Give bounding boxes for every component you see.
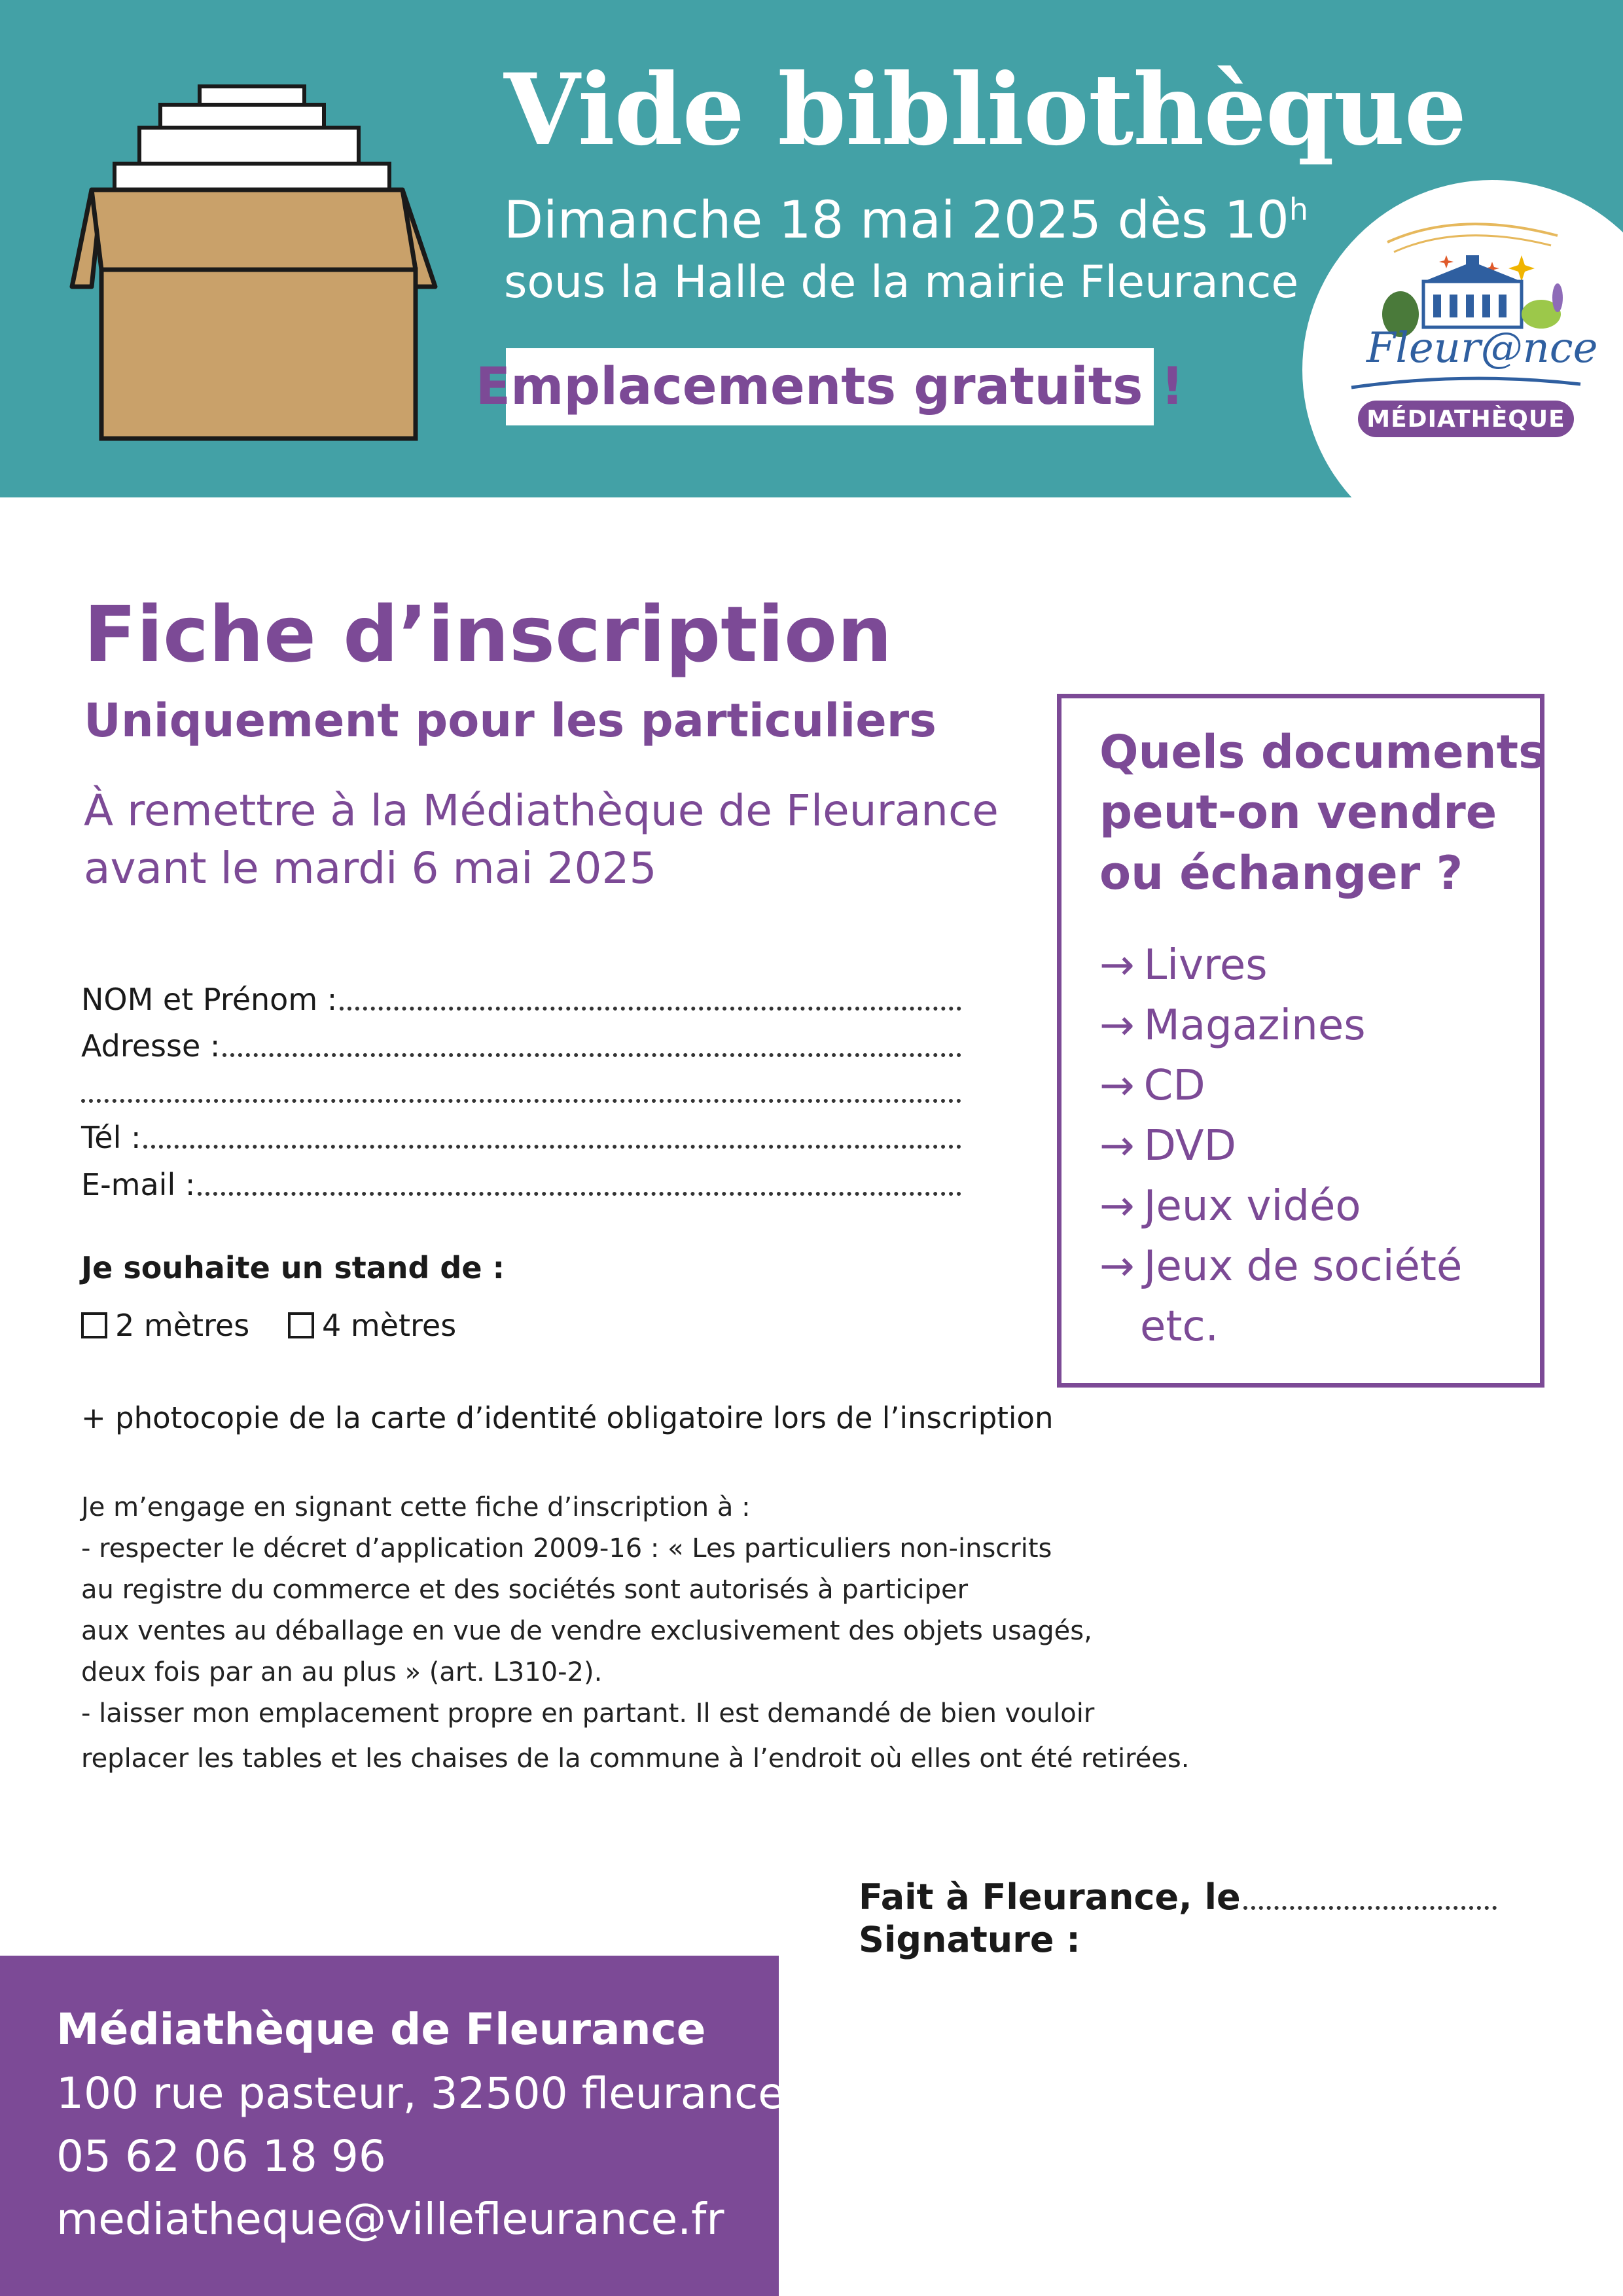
address-field-line-2[interactable] [81, 1099, 961, 1103]
document-item-etc: etc. [1140, 1302, 1219, 1351]
stand-size-label: Je souhaite un stand de : [81, 1250, 505, 1285]
documents-question: ou échanger ? [1099, 846, 1463, 900]
town-hall-logo-icon [1361, 216, 1584, 340]
document-item-magazines: → Magazines [1099, 1001, 1366, 1050]
arrow-right-icon: → [1099, 941, 1135, 990]
event-date: Dimanche 18 mai 2025 dès 10$^h$ [504, 191, 1308, 250]
engagement-line: replacer les tables et les chaises de la commune à l’endroit où elles ont été retirées. [81, 1744, 1190, 1774]
document-item-cd: → CD [1099, 1062, 1205, 1110]
document-item-dvd: → DVD [1099, 1122, 1236, 1170]
engagement-line: au registre du commerce et des sociétés sont autorisés à participer [81, 1575, 969, 1605]
signature-date-line[interactable] [1243, 1906, 1497, 1910]
logo-script-text: Fleur@nce [1366, 324, 1598, 372]
arrow-right-icon: → [1099, 1062, 1135, 1110]
address-field[interactable] [81, 1018, 961, 1064]
stand-option-4m-label: 4 mètres [322, 1308, 457, 1343]
form-title: Fiche d’inscription [84, 589, 893, 679]
signature-label: Signature : [859, 1919, 1080, 1960]
arrow-right-icon: → [1099, 1122, 1135, 1170]
document-item-livres: → Livres [1099, 941, 1268, 990]
checkbox-4m[interactable] [288, 1312, 314, 1338]
logo-mediatheque-badge: MÉDIATHÈQUE [1358, 401, 1574, 437]
engagement-line: - respecter le décret d’application 2009-16 : « Les particuliers non-inscrits [81, 1534, 1052, 1564]
email-field[interactable] [81, 1157, 961, 1202]
footer-address: 100 rue pasteur, 32500 fleurance [56, 2068, 785, 2119]
checkbox-2m[interactable] [81, 1312, 107, 1338]
arrow-right-icon: → [1099, 1242, 1135, 1291]
phone-field-line[interactable] [143, 1145, 961, 1149]
document-item-jeux-video: → Jeux vidéo [1099, 1182, 1361, 1230]
signature-place-label: Fait à Fleurance, le [859, 1876, 1241, 1918]
event-place: sous la Halle de la mairie Fleurance [504, 257, 1299, 308]
name-field-line[interactable] [340, 1007, 961, 1011]
stand-option-2m[interactable] [81, 1306, 249, 1345]
arrow-right-icon: → [1099, 1182, 1135, 1230]
name-field[interactable] [81, 971, 961, 1017]
arrow-right-icon: → [1099, 1001, 1135, 1050]
email-field-label: E-mail : [81, 1167, 196, 1202]
book-box-illustration [62, 79, 442, 445]
deliver-instruction-line2: avant le mardi 6 mai 2025 [84, 843, 657, 893]
engagement-line: Je m’engage en signant cette fiche d’inscription à : [81, 1492, 751, 1522]
phone-field[interactable] [81, 1109, 961, 1155]
documents-question: peut-on vendre [1099, 785, 1497, 839]
engagement-line: - laisser mon emplacement propre en partant. Il est demandé de bien vouloir [81, 1698, 1095, 1729]
email-field-line[interactable] [198, 1192, 961, 1196]
footer-library-name: Médiathèque de Fleurance [56, 2004, 706, 2054]
signature-place-date[interactable] [859, 1865, 1497, 1918]
documents-question: Quels documents [1099, 725, 1546, 779]
name-field-label: NOM et Prénom : [81, 982, 338, 1017]
engagement-line: aux ventes au déballage en vue de vendre exclusivement des objets usagés, [81, 1616, 1092, 1646]
footer-email: mediatheque@villefleurance.fr [56, 2194, 724, 2244]
address-field-label: Adresse : [81, 1028, 221, 1064]
deliver-instruction-line1: À remettre à la Médiathèque de Fleurance [84, 785, 999, 836]
address-field-continuation[interactable] [81, 1064, 961, 1109]
logo-swoosh-icon [1348, 374, 1584, 394]
phone-field-label: Tél : [81, 1120, 141, 1155]
engagement-line: deux fois par an au plus » (art. L310-2). [81, 1657, 603, 1687]
free-spaces-badge: Emplacements gratuits ! [506, 348, 1154, 425]
address-field-line[interactable] [223, 1053, 961, 1057]
form-subtitle: Uniquement pour les particuliers [84, 694, 936, 747]
id-copy-note: + photocopie de la carte d’identité obligatoire lors de l’inscription [81, 1401, 1054, 1435]
stand-option-2m-label: 2 mètres [115, 1308, 250, 1343]
document-item-jeux-societe: → Jeux de société [1099, 1242, 1463, 1291]
footer-phone: 05 62 06 18 96 [56, 2131, 386, 2181]
stand-option-4m[interactable] [288, 1306, 456, 1345]
event-title: Vide bibliothèque [504, 52, 1467, 168]
